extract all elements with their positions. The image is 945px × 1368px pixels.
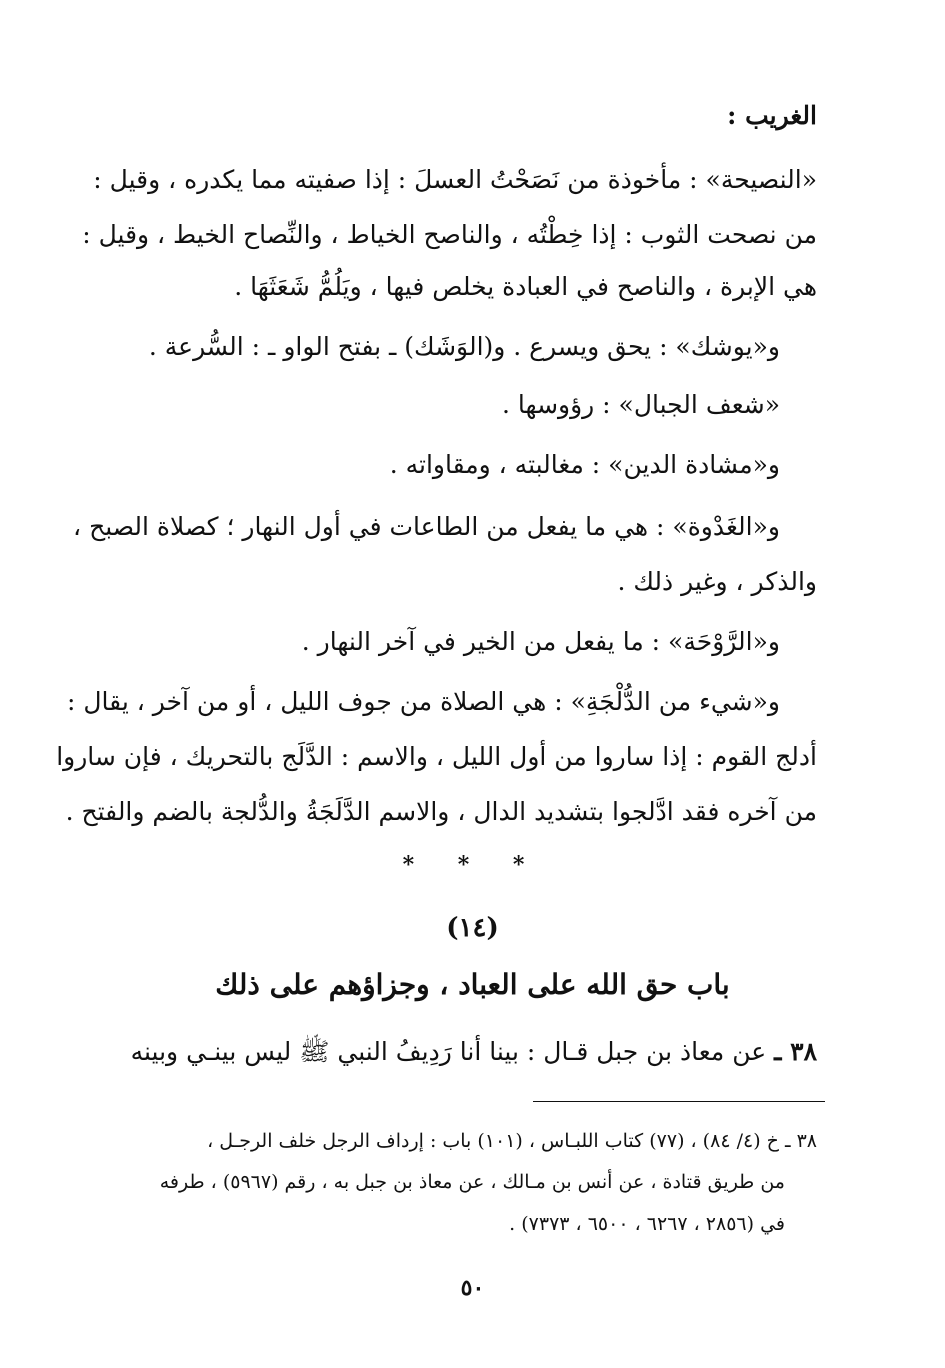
text-line: والذكر ، وغير ذلك .	[617, 567, 817, 596]
chapter-number: (١٤)	[446, 913, 499, 943]
page-number: ٥٠	[460, 1275, 485, 1301]
chapter-title: باب حق الله على العباد ، وجزاؤهم على ذلك	[215, 968, 730, 1001]
text-line: من نصحت الثوب : إذا خِطْتُه ، والناصح الخياط ، والنِّصاح الخيط ، وقيل :	[82, 220, 817, 249]
footnote-line: ٣٨ ـ خ (٤/ ٨٤) ، (٧٧) كتاب اللبـاس ، (١٠١) باب : إرداف الرجل خلف الرجـل ،	[207, 1130, 817, 1152]
text-line: و«مشادة الدين» : مغالبته ، ومقاواته .	[389, 450, 780, 479]
text-line: و«الغَدْوة» : هي ما يفعل من الطاعات في أول النهار ؛ كصلاة الصبح ،	[73, 512, 780, 541]
hadith-line	[128, 1032, 817, 1072]
text-line: «النصيحة» : مأخوذة من نَصَحْتُ العسلَ : إذا صفيته مما يكدره ، وقيل :	[93, 165, 817, 194]
hadith-text: عن معاذ بن جبل قـال : بينا أنا رَدِيفُ النبي ﷺ ليس بينـي وبينه	[130, 1037, 767, 1066]
hadith-number: ٣٨ ـ	[774, 1037, 817, 1066]
text-line: هي الإبرة ، والناصح في العبادة يخلص فيها ، ويَلُمُّ شَعَثَهَا .	[234, 272, 817, 301]
separator-stars: * * *	[402, 852, 543, 878]
footnote-line: في (٢٨٥٦ ، ٦٢٦٧ ، ٦٥٠٠ ، ٧٣٧٣) .	[509, 1213, 785, 1235]
footnote-line: من طريق قتادة ، عن أنس بن مـالك ، عن معاذ بن جبل به ، رقم (٥٩٦٧) ، طرفه	[159, 1171, 785, 1193]
text-line: و«الرَّوْحَة» : ما يفعل من الخير في آخر النهار .	[301, 627, 780, 656]
text-line: من آخره فقد ادَّلجوا بتشديد الدال ، والاسم الدَّلَجَةُ والدُّلجة بالضم والفتح .	[65, 797, 817, 826]
footnote-divider	[533, 1101, 825, 1102]
text-line: و«شيء من الدُّلْجَةِ» : هي الصلاة من جوف الليل ، أو من آخر ، يقال :	[67, 687, 780, 716]
text-line: و«يوشك» : يحق ويسرع . و(الوَشَك) ـ بفتح الواو ـ : السُّرعة .	[148, 332, 780, 361]
text-line: «شعف الجبال» : رؤوسها .	[502, 390, 780, 419]
text-line: أدلج القوم : إذا ساروا من أول الليل ، والاسم : الدَّلَج بالتحريك ، فإن ساروا	[56, 742, 817, 771]
section-heading: الغريب :	[727, 101, 817, 130]
